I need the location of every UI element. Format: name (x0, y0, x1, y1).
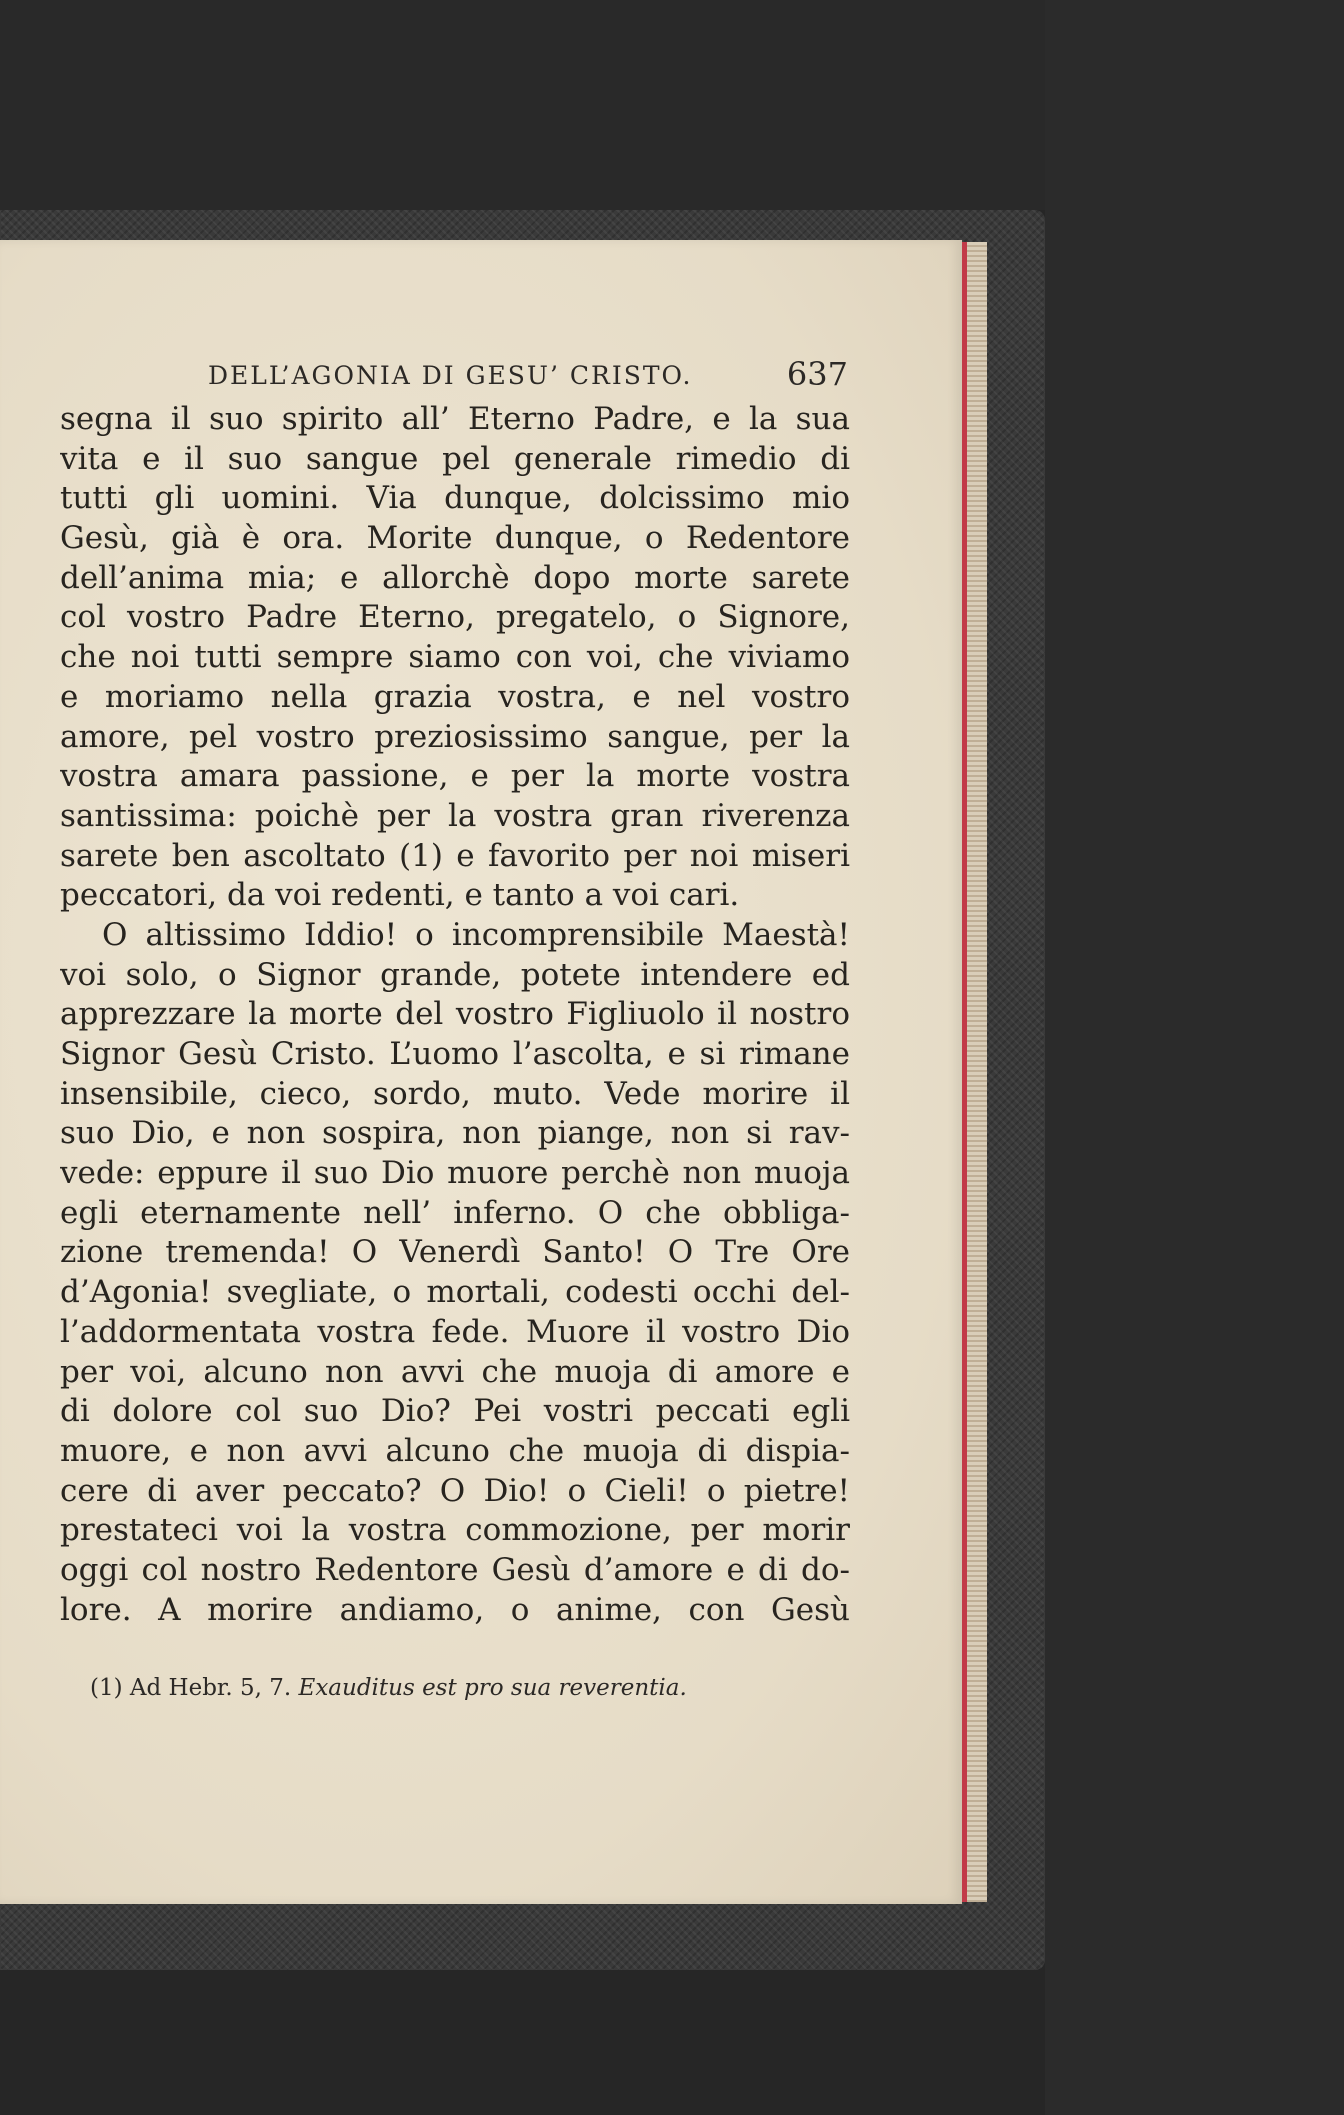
text-line: di dolore col suo Dio? Pei vostri peccati egli (60, 1393, 850, 1430)
text-line: l’addormentata vostra fede. Muore il vostro Dio (60, 1313, 850, 1350)
book-page (0, 240, 962, 1904)
text-line: santissima: poichè per la vostra gran riverenza (60, 797, 850, 834)
text-line: dell’anima mia; e allorchè dopo morte sarete (60, 559, 850, 596)
footnote-text: Exauditus est pro sua reverentia. (298, 1675, 687, 1701)
text-line: che noi tutti sempre siamo con voi, che viviamo (60, 639, 850, 676)
text-line: Signor Gesù Cristo. L’uomo l’ascolta, e si rimane (60, 1036, 850, 1072)
page-number: 637 (786, 355, 848, 393)
text-line: sarete ben ascoltato (1) e favorito per noi miseri (60, 837, 850, 874)
text-line: per voi, alcuno non avvi che muoja di amore e (60, 1353, 850, 1390)
text-line: vita e il suo sangue pel generale rimedio di (60, 440, 850, 477)
text-line: segna il suo spirito all’ Eterno Padre, e la sua (60, 401, 850, 437)
running-head: DELL’AGONIA DI GESU’ CRISTO. (208, 361, 693, 390)
text-line: voi solo, o Signor grande, potete intendere ed (60, 956, 850, 993)
text-line: zione tremenda! O Venerdì Santo! O Tre Ore (60, 1234, 850, 1271)
text-line: vostra amara passione, e per la morte vostra (60, 758, 850, 795)
footnote-marker: (1) Ad Hebr. 5, 7. (90, 1675, 292, 1701)
text-line: lore. A morire andiamo, o anime, con Gesù (60, 1591, 850, 1628)
paragraph-end-line: peccatori, da voi redenti, e tanto a voi cari. (60, 877, 740, 914)
text-line: col vostro Padre Eterno, pregatelo, o Signore, (60, 599, 850, 636)
text-line: d’Agonia! svegliate, o mortali, codesti occhi del- (60, 1274, 850, 1311)
text-line: Gesù, già è ora. Morite dunque, o Redentore (60, 520, 850, 557)
page-edges (965, 242, 987, 1902)
footnote (90, 1675, 687, 1701)
text-line: e moriamo nella grazia vostra, e nel vostro (60, 678, 850, 715)
text-line: suo Dio, e non sospira, non piange, non si rav- (60, 1115, 850, 1152)
text-line: apprezzare la morte del vostro Figliuolo il nostro (60, 996, 850, 1033)
text-line: insensibile, cieco, sordo, muto. Vede morire il (60, 1075, 850, 1112)
text-line: muore, e non avvi alcuno che muoja di dispia- (60, 1432, 850, 1469)
text-line: egli eternamente nell’ inferno. O che obbliga- (60, 1194, 850, 1231)
text-line: cere di aver peccato? O Dio! o Cieli! o pietre! (60, 1472, 850, 1509)
text-line: tutti gli uomini. Via dunque, dolcissimo mio (60, 480, 850, 517)
text-line: prestateci voi la vostra commozione, per morir (60, 1512, 850, 1549)
text-line: vede: eppure il suo Dio muore perchè non muoja (60, 1155, 850, 1192)
body-text (60, 400, 850, 1630)
background-right (1045, 0, 1344, 2115)
page-header (60, 355, 850, 395)
paragraph-start-line: O altissimo Iddio! o incomprensibile Maestà! (102, 916, 850, 953)
text-line: amore, pel vostro preziosissimo sangue, per la (60, 718, 850, 755)
text-line: oggi col nostro Redentore Gesù d’amore e di do- (60, 1551, 850, 1588)
